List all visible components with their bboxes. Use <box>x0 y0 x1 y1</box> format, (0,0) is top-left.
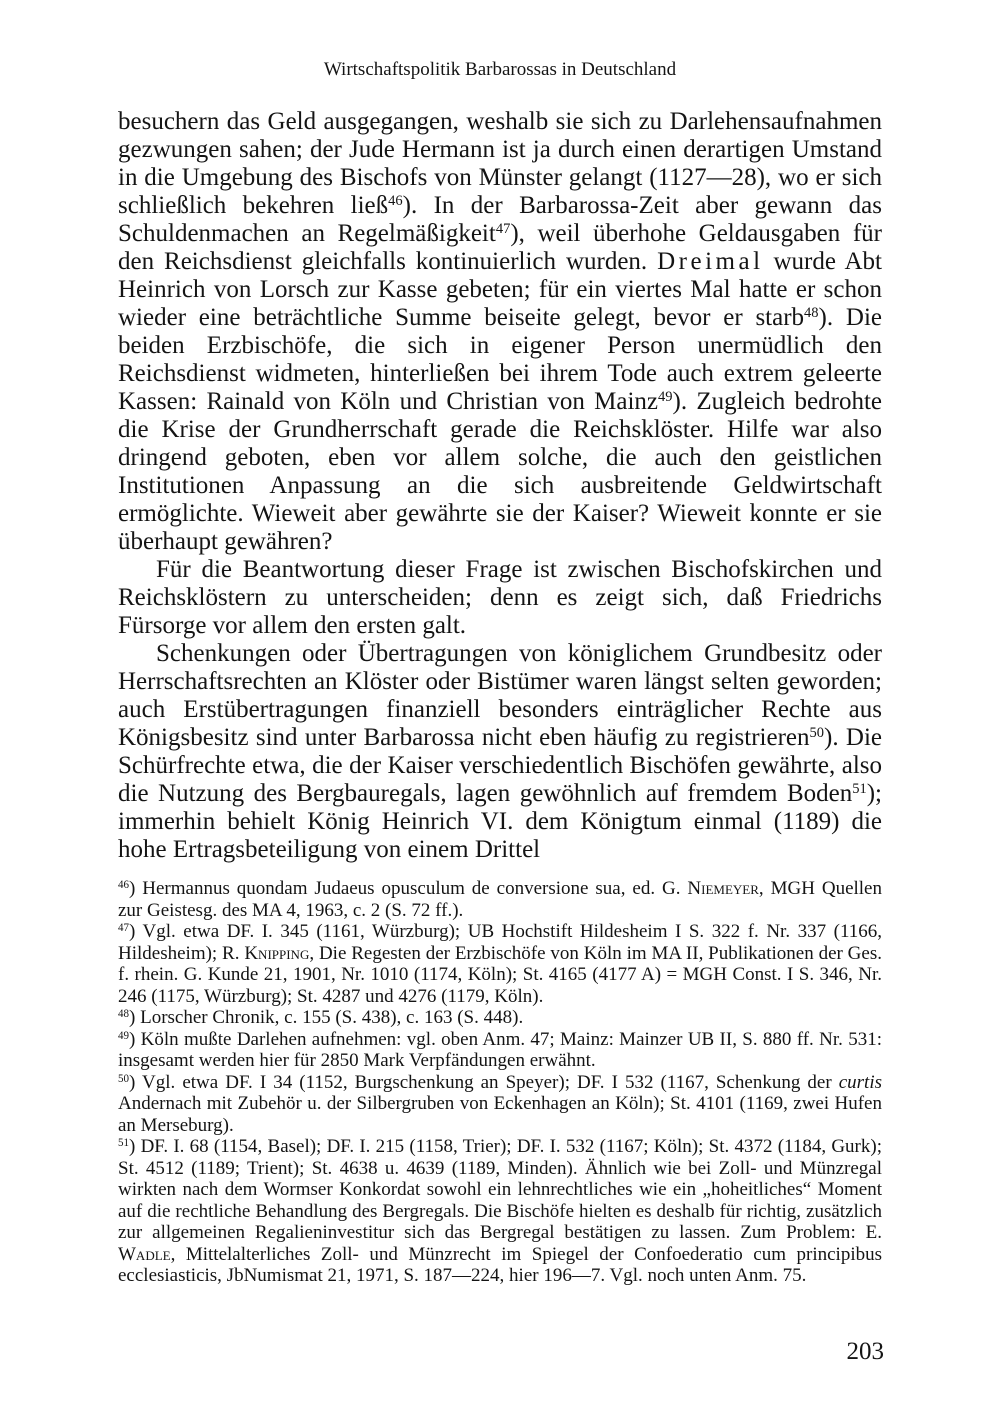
footnotes <box>118 878 882 1287</box>
running-head: Wirtschaftspolitik Barbarossas in Deutschland <box>323 59 677 80</box>
text-run: Andernach mit Zubehör u. der Silbergruben von Eckenhagen an Köln); St. 4101 (1169, zwei Hufen an Merseburg). <box>118 1093 882 1136</box>
footnote <box>118 921 882 1007</box>
footnote-ref: 48 <box>804 305 819 322</box>
text-run: wurde Abt Heinrich von Lorsch zur Kasse gebeten; für ein viertes Mal hatte er schon wieder eine beträchtliche Summe beiseite gelegt, bevor er starb <box>118 248 883 331</box>
text-run: , MGH Quellen zur Geistesg. des MA 4, 1963, c. 2 (S. 72 ff.). <box>118 878 882 921</box>
author-name: Knipping <box>244 942 310 964</box>
text-run: ) Hermannus quondam Judaeus opusculum de conversione sua, ed. G. <box>129 878 688 899</box>
author-name: Niemeyer <box>687 878 759 899</box>
paragraph <box>118 556 882 640</box>
footnote-ref: 50 <box>809 725 825 742</box>
footnote-number: 51 <box>118 1136 130 1149</box>
text-run: ). Die Schürfrechte etwa, die der Kaiser verschiedentlich Bischöfen gewährte, also die Nutzung des Bergbauregals, lagen gewöhnlich auf fremdem Boden <box>118 724 883 807</box>
text-run: ). Zugleich bedrohte die Krise der Grundherrschaft gerade die Reichsklöster. Hilfe war also dringend geboten, eben vor allem solche, die auch den geistlichen Institutionen Anpassung an die sich ausbreitende Geldwirtschaft ermöglichte. Wieweit aber gewährte sie der Kaiser? Wieweit konnte er sie überhaupt gewähren? <box>118 388 882 555</box>
author-name: Wadle <box>118 1243 171 1265</box>
footnote <box>118 1007 882 1029</box>
text-run: ) Vgl. etwa DF. I. 345 (1161, Würzburg); UB Hochstift Hildesheim I S. 322 f. Nr. 337 (1166, Hildesheim); R. <box>118 921 882 964</box>
footnote <box>118 1136 882 1287</box>
text-run: ). Die beiden Erzbischöfe, die sich in eigener Person unermüdlich den Reichsdienst widmeten, hinterließen bei ihrem Tode auch extrem geleerte Kassen: Rainald von Köln und Christian von Mainz <box>118 304 883 415</box>
text-run: Für die Beantwortung dieser Frage ist zwischen Bischofskirchen und Reichsklöstern zu unterscheiden; denn es zeigt sich, daß Friedrichs Fürsorge vor allem den ersten galt. <box>118 556 882 639</box>
text-run: ) Lorscher Chronik, c. 155 (S. 438), c. 163 (S. 448). <box>129 1007 524 1028</box>
text-run: , Die Regesten der Erzbischöfe von Köln im MA II, Publikationen der Ges. f. rhein. G. Kunde 21, 1901, Nr. 1010 (1174, Köln); St. 4165 (4177 A) = MGH Const. I S. 346, Nr. 246 (1175, Würzburg); St. 4287 und 4276 (1179, Köln). <box>118 942 882 1007</box>
text-run: ). In der Barbarossa-Zeit aber gewann das Schuldenmachen an Regelmäßigkeit <box>118 192 882 247</box>
footnote <box>118 1072 882 1137</box>
footnote <box>118 1029 882 1072</box>
footnote-number: 46 <box>118 878 130 891</box>
footnote-ref: 51 <box>852 781 867 798</box>
spaced-emphasis: Dreimal <box>657 248 764 275</box>
footnote-ref: 49 <box>658 389 673 406</box>
text-run: ), weil überhohe Geldausgaben für den Reichsdienst gleichfalls kontinuierlich wurden. <box>118 220 882 275</box>
footnote <box>118 878 882 921</box>
main-text <box>118 108 882 864</box>
text-run: , Mittelalterliches Zoll- und Münzrecht im Spiegel der Confoederatio cum principibus ecclesiasticis, JbNumismat 21, 1971, S. 187—224, hier 196—7. Vgl. noch unten Anm. 75. <box>118 1243 882 1286</box>
text-run: ) DF. I. 68 (1154, Basel); DF. I. 215 (1158, Trier); DF. I. 532 (1167; Köln); St. 4372 (1184, Gurk); St. 4512 (1189; Trient); St. 4638 u. 4639 (1189, Minden). Ähnlich wie bei Zoll- und Münzregal wirkten nach dem Wormser Konkordat sowohl ein lehnrechtliches wie ein „hoheitliches“ Moment auf die rechtliche Behandlung des Bergregals. Die Bischöfe hielten es deshalb für richtig, zusätzlich zur allgemeinen Regalieninvestitur sich das Bergregal bestätigen zu lassen. Zum Problem: E. <box>118 1136 882 1243</box>
page-number: 203 <box>846 1338 884 1365</box>
footnote-number: 48 <box>118 1007 130 1020</box>
text-run: ); immerhin behielt König Heinrich VI. dem Königtum einmal (1189) die hohe Ertragsbeteiligung von einem Drittel <box>118 780 882 863</box>
footnote-ref: 47 <box>495 221 511 238</box>
footnote-number: 50 <box>118 1072 130 1085</box>
paragraph <box>118 640 882 864</box>
italic-term: curtis <box>838 1071 882 1093</box>
text-run: besuchern das Geld ausgegangen, weshalb sie sich zu Darlehensaufnahmen gezwungen sahen; der Jude Hermann ist ja durch einen derartigen Umstand in die Umgebung des Bischofs von Münster gelangt (1127—28), wo er sich schließlich bekehren ließ <box>118 108 882 219</box>
footnote-number: 47 <box>118 921 130 934</box>
text-run: ) Vgl. etwa DF. I 34 (1152, Burgschenkung an Speyer); DF. I 532 (1167, Schenkung der <box>129 1071 839 1093</box>
paragraph <box>118 108 882 556</box>
footnote-ref: 46 <box>388 193 403 210</box>
text-run: ) Köln mußte Darlehen aufnehmen: vgl. oben Anm. 47; Mainz: Mainzer UB II, S. 880 ff. Nr. 531: insgesamt werden hier für 2850 Mark Verpfändungen erwähnt. <box>118 1028 882 1071</box>
footnote-number: 49 <box>118 1029 130 1042</box>
text-run: Schenkungen oder Übertragungen von königlichem Grundbesitz oder Herrschaftsrechten an Klöster oder Bistümer waren längst selten geworden; auch Erstübertragungen finanziell besonders einträglicher Rechte aus Königsbesitz sind unter Barbarossa nicht eben häufig zu registrieren <box>118 640 882 751</box>
